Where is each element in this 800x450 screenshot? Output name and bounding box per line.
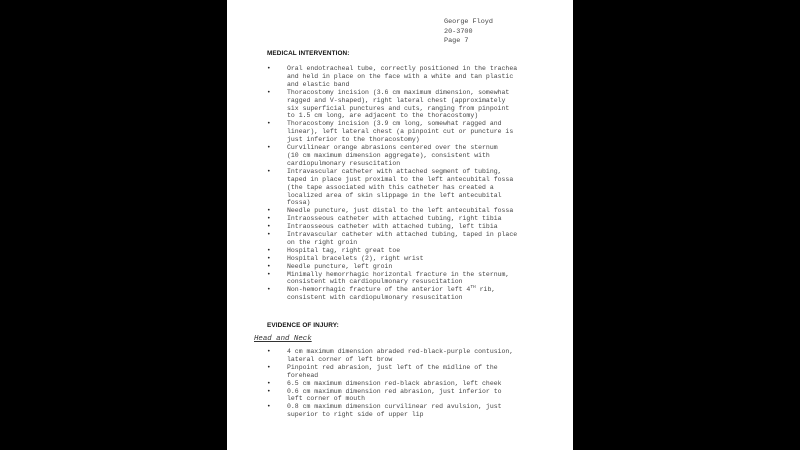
list-item: [267, 380, 567, 388]
bullet-icon: •: [267, 167, 271, 175]
medical-intervention-heading: MEDICAL INTERVENTION:: [267, 50, 350, 57]
line-text: Intravascular catheter with attached tubing, taped in place: [287, 231, 518, 239]
list-item: [267, 168, 567, 208]
line-text: Needle puncture, left groin: [287, 262, 393, 270]
list-item-line: [287, 255, 567, 263]
list-item-line: [287, 97, 567, 105]
list-item: [267, 247, 567, 255]
line-text: (the tape associated with this catheter has created a: [287, 183, 494, 191]
line-text: linear), left lateral chest (a pinpoint cut or puncture is: [287, 128, 514, 136]
head-and-neck-subheading: Head and Neck: [254, 335, 312, 343]
line-text: Needle puncture, just distal to the left antecubital fossa: [287, 207, 514, 215]
document-page: [227, 0, 573, 450]
list-item-line: [287, 372, 567, 380]
line-text: Non-hemorrhagic fracture of the anterior left 4: [287, 286, 471, 294]
list-item: [267, 403, 567, 419]
line-text-suffix: rib,: [475, 286, 496, 294]
list-item-line: [287, 73, 567, 81]
line-text: Thoracostomy incision (3.9 cm long, somewhat ragged and: [287, 120, 502, 128]
line-text: localized area of skin slippage in the left antecubital: [287, 191, 502, 199]
list-item: [267, 65, 567, 89]
list-item-line: [287, 184, 567, 192]
list-item-line: [287, 176, 567, 184]
bullet-icon: •: [267, 207, 271, 215]
bullet-icon: •: [267, 223, 271, 231]
line-text: Hospital tag, right great toe: [287, 246, 401, 254]
line-text: Oral endotracheal tube, correctly positioned in the trachea: [287, 65, 518, 72]
bullet-icon: •: [267, 88, 271, 96]
list-item-line: [287, 271, 567, 279]
list-item-line: [287, 411, 567, 419]
list-item-line: [287, 348, 567, 356]
evidence-of-injury-heading: EVIDENCE OF INJURY:: [267, 322, 339, 329]
line-text: Curvilinear orange abrasions centered over the sternum: [287, 144, 498, 152]
list-item-line: [287, 192, 567, 200]
list-item-line: [287, 388, 567, 396]
bullet-icon: •: [267, 403, 271, 411]
list-item-line: [287, 128, 567, 136]
line-text: 0.8 cm maximum dimension curvilinear red avulsion, just: [287, 403, 502, 411]
line-text: and elastic band: [287, 80, 350, 88]
case-number: 20-3700: [444, 27, 473, 36]
bullet-icon: •: [267, 270, 271, 278]
list-item: [267, 286, 567, 302]
list-item: [267, 89, 567, 121]
line-text: 4 cm maximum dimension abraded red-black-purple contusion,: [287, 348, 514, 355]
list-item-line: [287, 247, 567, 255]
list-item: [267, 207, 567, 215]
list-item: [267, 271, 567, 287]
line-text: forehead: [287, 371, 319, 379]
bullet-icon: •: [267, 254, 271, 262]
medical-intervention-list: [267, 65, 567, 302]
page-number: Page 7: [444, 37, 469, 45]
line-text: Pinpoint red abrasion, just left of the midline of the: [287, 363, 498, 371]
line-text: left corner of mouth: [287, 395, 366, 403]
line-text: Intraosseous catheter with attached tubing, right tibia: [287, 215, 502, 223]
list-item-line: [287, 89, 567, 97]
list-item-line: [287, 65, 567, 73]
list-item-line: [287, 136, 567, 144]
list-item-line: [287, 120, 567, 128]
list-item-line: [287, 112, 567, 120]
bullet-icon: •: [267, 363, 271, 371]
list-item: [267, 231, 567, 247]
list-item-line: [287, 231, 567, 239]
list-item: [267, 348, 567, 364]
list-item-line: [287, 356, 567, 364]
bullet-icon: •: [267, 120, 271, 128]
bullet-icon: •: [267, 348, 271, 355]
bullet-icon: •: [267, 144, 271, 152]
list-item: [267, 263, 567, 271]
list-item-line: [287, 380, 567, 388]
line-text: Intraosseous catheter with attached tubing, left tibia: [287, 223, 498, 231]
page-header: [444, 18, 493, 47]
bullet-icon: •: [267, 379, 271, 387]
line-text: fossa): [287, 199, 311, 207]
list-item-line: [287, 239, 567, 247]
list-item-line: [287, 144, 567, 152]
list-item: [267, 144, 567, 168]
list-item-line: [287, 207, 567, 215]
list-item-line: [287, 215, 567, 223]
list-item-line: [287, 286, 567, 294]
bullet-icon: •: [267, 246, 271, 254]
line-text: on the right groin: [287, 238, 358, 246]
list-item: [267, 388, 567, 404]
line-text: consistent with cardiopulmonary resuscitation: [287, 294, 463, 302]
list-item: [267, 120, 567, 144]
line-text: Minimally hemorrhagic horizontal fracture in the sternum,: [287, 270, 510, 278]
list-item-line: [287, 105, 567, 113]
list-item-line: [287, 403, 567, 411]
list-item-line: [287, 263, 567, 271]
line-text: Thoracostomy incision (3.6 cm maximum dimension, somewhat: [287, 88, 510, 96]
list-item-line: [287, 223, 567, 231]
bullet-icon: •: [267, 286, 271, 294]
list-item-line: [287, 81, 567, 89]
ordinal-suffix: TH: [470, 285, 476, 291]
line-text: consistent with cardiopulmonary resuscitation: [287, 278, 463, 286]
line-text: ragged and V-shaped), right lateral chest (approximately: [287, 96, 506, 104]
line-text: 0.6 cm maximum dimension red abrasion, just inferior to: [287, 387, 502, 395]
bullet-icon: •: [267, 262, 271, 270]
line-text: just inferior to the thoracostomy): [287, 136, 420, 144]
bullet-icon: •: [267, 231, 271, 239]
line-text: lateral corner of left brow: [287, 355, 393, 363]
list-item-line: [287, 160, 567, 168]
list-item: [267, 215, 567, 223]
line-text: Intravascular catheter with attached segment of tubing,: [287, 167, 502, 175]
bullet-icon: •: [267, 65, 271, 72]
list-item: [267, 223, 567, 231]
line-text: 6.5 cm maximum dimension red-black abrasion, left cheek: [287, 379, 502, 387]
list-item-line: [287, 199, 567, 207]
list-item: [267, 255, 567, 263]
line-text: to 1.5 cm long, are adjacent to the thoracostomy): [287, 112, 479, 120]
evidence-of-injury-list: [267, 348, 567, 419]
list-item-line: [287, 364, 567, 372]
bullet-icon: •: [267, 215, 271, 223]
list-item-line: [287, 152, 567, 160]
list-item-line: [287, 395, 567, 403]
line-text: and held in place on the face with a white and tan plastic: [287, 72, 514, 80]
line-text: superior to right side of upper lip: [287, 411, 424, 419]
line-text: Hospital bracelets (2), right wrist: [287, 254, 424, 262]
line-text: taped in place just proximal to the left antecubital fossa: [287, 175, 514, 183]
list-item-line: [287, 168, 567, 176]
patient-name: George Floyd: [444, 18, 493, 26]
list-item-line: [287, 294, 567, 302]
list-item: [267, 364, 567, 380]
line-text: cardiopulmonary resuscitation: [287, 159, 401, 167]
bullet-icon: •: [267, 387, 271, 395]
line-text: (10 cm maximum dimension aggregate), consistent with: [287, 151, 490, 159]
line-text: six superficial punctures and cuts, ranging from pinpoint: [287, 104, 510, 112]
